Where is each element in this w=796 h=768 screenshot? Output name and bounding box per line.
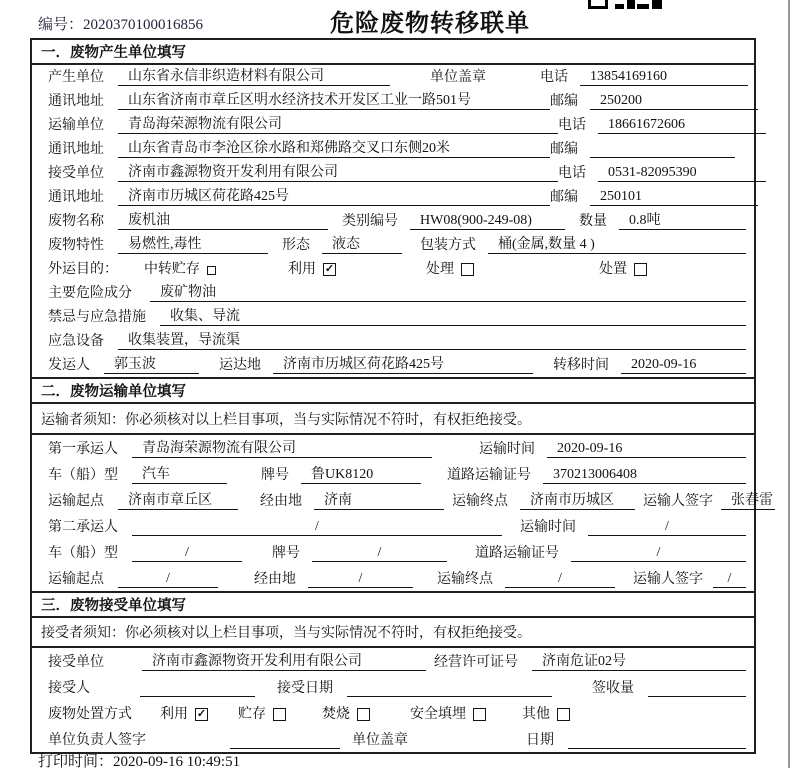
signed-qty-value: [648, 680, 746, 697]
producer-label: 产生单位: [48, 70, 104, 85]
transporter-phone-label: 电话: [558, 118, 586, 133]
route2-sign-label: 运输人签字: [633, 572, 703, 587]
field-row-waste-traits: [32, 233, 754, 257]
sign-date-label: 日期: [526, 733, 554, 748]
section2-notice: 运输者须知：你必须核对以上栏目事项，当与实际情况不符时，有权拒绝接受。: [32, 404, 754, 435]
disposal-option-landfill-label: 安全填埋: [410, 707, 466, 722]
field-row-producer: [32, 65, 754, 89]
receiver-address-label: 通讯地址: [48, 190, 104, 205]
section2-title: 二．废物运输单位填写: [32, 377, 754, 404]
carrier2-value: /: [132, 519, 502, 536]
carrier1-value: 青岛海荣源物流有限公司: [132, 437, 432, 458]
waste-form-value: 液态: [322, 233, 402, 254]
purpose-option-dispose-label: 处置: [599, 262, 627, 277]
disposal-option-store-label: 贮存: [238, 707, 266, 722]
equipment-label: 应急设备: [48, 334, 104, 349]
checkbox-disposal-burn: [357, 708, 370, 721]
receiver-value: 济南市鑫源物资开发利用有限公司: [118, 161, 558, 182]
route2-end-label: 运输终点: [437, 572, 493, 587]
route1-end-label: 运输终点: [452, 494, 508, 509]
route2-via-value: /: [308, 571, 413, 588]
field-row-waste-name: [32, 209, 754, 233]
transporter-address-value: 山东省青岛市李沧区徐水路和郑佛路交叉口东侧20米: [118, 137, 550, 158]
field-row-receiver-address: [32, 185, 754, 209]
manifest-form-table: [30, 38, 773, 754]
disposal-option-other-label: 其他: [522, 707, 550, 722]
producer-value: 山东省永信非织造材料有限公司: [118, 65, 390, 86]
purpose-option-use-label: 利用: [288, 262, 316, 277]
vehicle1-plate-value: 鲁UK8120: [301, 463, 421, 484]
scan-edge-line: [788, 0, 790, 768]
shipper-dest-label: 运达地: [219, 358, 261, 373]
accept-unit-value: 济南市鑫源物资开发利用有限公司: [142, 650, 426, 671]
producer-address-label: 通讯地址: [48, 94, 104, 109]
producer-phone-label: 电话: [540, 70, 568, 85]
qr-code-fragment: [588, 0, 662, 9]
carrier2-time-label: 运输时间: [520, 520, 576, 535]
responsible-sign-label: 单位负责人签字: [48, 733, 146, 748]
page-title: 危险废物转移联单: [330, 11, 530, 37]
producer-address-value: 山东省济南市章丘区明水经济技术开发区工业一路501号: [118, 89, 550, 110]
field-row-route2: [32, 565, 754, 591]
accept-date-label: 接受日期: [277, 681, 333, 696]
waste-code-value: HW08(900-249-08): [410, 213, 565, 230]
transporter-phone-value: 18661672606: [598, 117, 766, 134]
accept-date-value: [347, 680, 552, 697]
disposal-label: 废物处置方式: [48, 707, 132, 722]
field-row-carrier1: [32, 435, 754, 461]
producer-zip-value: 250200: [590, 93, 758, 110]
vehicle2-type-value: /: [132, 545, 242, 562]
shipper-label: 发运人: [48, 358, 90, 373]
purpose-label: 外运目的：: [48, 262, 118, 277]
permit-label: 经营许可证号: [434, 655, 518, 670]
field-row-responsible-sign: [32, 726, 754, 752]
field-row-disposal: [32, 700, 754, 726]
field-row-receiver: [32, 161, 754, 185]
field-row-route1: [32, 487, 773, 513]
sign-date-value: [568, 732, 746, 749]
field-row-shipper: [32, 353, 754, 377]
field-row-transporter: [32, 113, 754, 137]
vehicle1-license-label: 道路运输证号: [447, 468, 531, 483]
serial-value: 2020370100016856: [83, 17, 204, 33]
transporter-address-label: 通讯地址: [48, 142, 104, 157]
unit-seal-label: 单位盖章: [430, 70, 486, 85]
field-row-purpose: [32, 257, 754, 281]
vehicle1-license-value: 370213006408: [543, 467, 746, 484]
responsible-sign-value: [230, 732, 340, 749]
transporter-label: 运输单位: [48, 118, 104, 133]
vehicle2-plate-value: /: [312, 545, 447, 562]
checkbox-disposal-landfill: [473, 708, 486, 721]
section1-title: 一．废物产生单位填写: [32, 40, 754, 65]
carrier1-time-value: 2020-09-16: [547, 441, 746, 458]
carrier2-time-value: /: [588, 519, 746, 536]
carrier2-label: 第二承运人: [48, 520, 118, 535]
section3-notice: 接受者须知：你必须核对以上栏目事项，当与实际情况不符时，有权拒绝接受。: [32, 618, 754, 648]
route1-via-label: 经由地: [260, 494, 302, 509]
shipper-dest-value: 济南市历城区荷花路425号: [273, 353, 533, 374]
vehicle2-type-label: 车（船）型: [48, 546, 118, 561]
route1-via-value: 济南: [314, 489, 444, 510]
checkbox-disposal-use: ✓: [196, 708, 207, 720]
receiver-address-value: 济南市历城区荷花路425号: [118, 185, 550, 206]
transporter-value: 青岛海荣源物流有限公司: [118, 113, 558, 134]
acceptor-value: [140, 680, 255, 697]
checkbox-dispose: [634, 263, 647, 276]
field-row-producer-address: [32, 89, 754, 113]
route1-end-value: 济南市历城区: [520, 489, 635, 510]
signed-qty-label: 签收量: [592, 681, 634, 696]
transporter-zip-label: 邮编: [550, 142, 578, 157]
shipper-value: 郭玉波: [104, 353, 199, 374]
route2-start-value: /: [118, 571, 218, 588]
vehicle1-type-value: 汽车: [132, 463, 227, 484]
checkbox-transfer-storage: [207, 266, 216, 275]
waste-name-label: 废物名称: [48, 214, 104, 229]
checkbox-use: ✓: [324, 263, 335, 275]
transporter-zip-value: [590, 141, 735, 158]
field-row-hazard: [32, 281, 754, 305]
route2-start-label: 运输起点: [48, 572, 104, 587]
vehicle2-plate-label: 牌号: [272, 546, 300, 561]
taboo-label: 禁忌与应急措施: [48, 310, 146, 325]
print-time-value: 2020-09-16 10:49:51: [113, 754, 241, 768]
permit-value: 济南危证02号: [532, 650, 746, 671]
serial-label: 编号：: [38, 17, 84, 33]
hazard-value: 废矿物油: [150, 281, 746, 302]
vehicle2-license-label: 道路运输证号: [475, 546, 559, 561]
receiver-label: 接受单位: [48, 166, 104, 181]
waste-pack-label: 包装方式: [420, 238, 476, 253]
producer-zip-label: 邮编: [550, 94, 578, 109]
equipment-value: 收集装置，导流渠: [118, 329, 746, 350]
field-row-taboo: [32, 305, 754, 329]
vehicle2-license-value: /: [571, 545, 746, 562]
receiver-phone-label: 电话: [558, 166, 586, 181]
route1-start-label: 运输起点: [48, 494, 104, 509]
field-row-accept-unit: [32, 648, 754, 674]
carrier1-label: 第一承运人: [48, 442, 118, 457]
vehicle1-plate-label: 牌号: [261, 468, 289, 483]
transfer-time-label: 转移时间: [553, 358, 609, 373]
print-time-line: [38, 750, 240, 768]
vehicle1-type-label: 车（船）型: [48, 468, 118, 483]
disposal-option-use-label: 利用: [160, 707, 188, 722]
waste-qty-value: 0.8吨: [619, 209, 746, 230]
route1-sign-value: 张春雷: [721, 489, 775, 510]
field-row-carrier2: [32, 513, 754, 539]
route2-via-label: 经由地: [254, 572, 296, 587]
waste-pack-value: 桶(金属,数量 4 ): [488, 233, 746, 254]
serial-number-line: [38, 13, 203, 34]
route2-sign-value: /: [713, 571, 746, 588]
waste-name-value: 废机油: [118, 209, 328, 230]
hazard-label: 主要危险成分: [48, 286, 132, 301]
receiver-zip-label: 邮编: [550, 190, 578, 205]
route1-start-value: 济南市章丘区: [118, 489, 238, 510]
field-row-vehicle2: [32, 539, 754, 565]
checkbox-disposal-store: [273, 708, 286, 721]
section3-title: 三．废物接受单位填写: [32, 591, 754, 618]
route2-end-value: /: [505, 571, 615, 588]
field-row-equipment: [32, 329, 754, 353]
acceptor-label: 接受人: [48, 681, 90, 696]
field-row-transporter-address: [32, 137, 754, 161]
disposal-option-burn-label: 焚烧: [322, 707, 350, 722]
waste-traits-label: 废物特性: [48, 238, 104, 253]
waste-code-label: 类别编号: [342, 214, 398, 229]
route1-sign-label: 运输人签字: [643, 494, 713, 509]
producer-phone-value: 13854169160: [580, 69, 748, 86]
accept-unit-label: 接受单位: [48, 655, 104, 670]
print-time-label: 打印时间：: [38, 754, 114, 768]
receiver-phone-value: 0531-82095390: [598, 165, 766, 182]
checkbox-treat: [461, 263, 474, 276]
waste-qty-label: 数量: [579, 214, 607, 229]
unit-seal-label-2: 单位盖章: [352, 733, 408, 748]
taboo-value: 收集、导流: [160, 305, 746, 326]
purpose-option-treat-label: 处理: [426, 262, 454, 277]
checkbox-disposal-other: [557, 708, 570, 721]
transfer-time-value: 2020-09-16: [621, 357, 746, 374]
receiver-zip-value: 250101: [590, 189, 758, 206]
waste-form-label: 形态: [282, 238, 310, 253]
carrier1-time-label: 运输时间: [479, 442, 535, 457]
purpose-option-transfer-label: 中转贮存: [144, 262, 200, 277]
field-row-acceptor: [32, 674, 754, 700]
waste-traits-value: 易燃性,毒性: [118, 233, 268, 254]
field-row-vehicle1: [32, 461, 754, 487]
